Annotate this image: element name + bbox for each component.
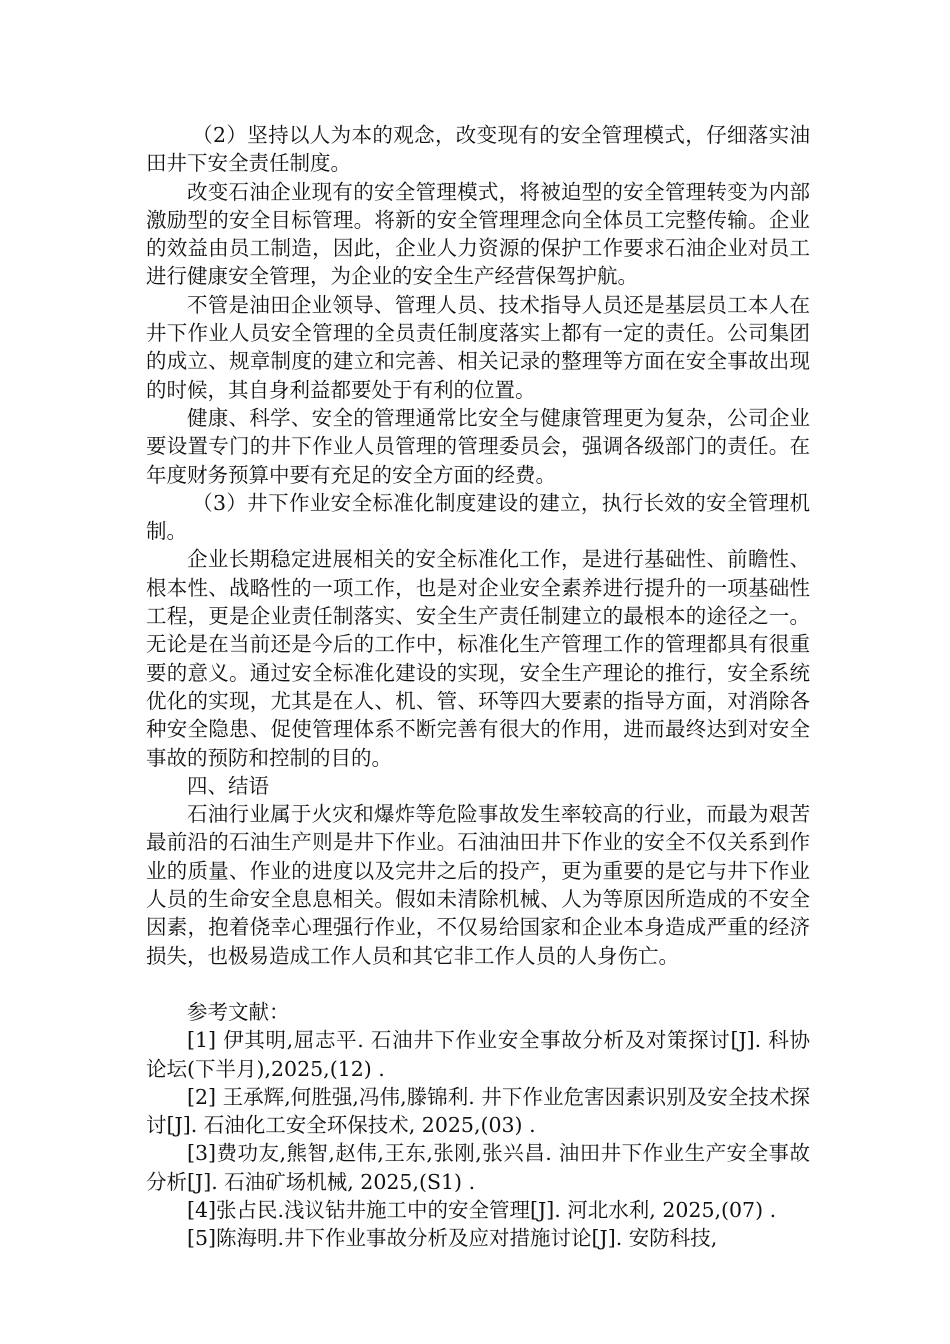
section-heading: 四、结语 bbox=[187, 773, 269, 798]
reference-item: [1] 伊其明,屈志平. 石油井下作业安全事故分析及对策探讨[J]. 科协论坛(下半月),2025,(12) . bbox=[146, 1028, 810, 1081]
paragraph: 不管是油田企业领导、管理人员、技术指导人员还是基层员工本人在井下作业人员安全管理的全员责任制度落实上都有一定的责任。公司集团的成立、规章制度的建立和完善、相关记录的整理等方面在安全事故出现的时候，其自身利益都要处于有利的位置。 bbox=[146, 292, 810, 402]
paragraph: 企业长期稳定进展相关的安全标准化工作，是进行基础性、前瞻性、根本性、战略性的一项工作，也是对企业安全素养进行提升的一项基础性工程，更是企业责任制落实、安全生产责任制建立的最根本的途径之一。无论是在当前还是今后的工作中，标准化生产管理工作的管理都具有很重要的意义。通过安全标准化建设的实现，安全生产理论的推行，安全系统优化的实现，尤其是在人、机、管、环等四大要素的指导方面，对消除各种安全隐患、促使管理体系不断完善有很大的作用，进而最终达到对安全事故的预防和控制的目的。 bbox=[146, 547, 810, 770]
document-page bbox=[146, 121, 810, 1253]
paragraph-item-3: （3）井下作业安全标准化制度建设的建立，执行长效的安全管理机制。 bbox=[146, 490, 810, 544]
reference-item: [2] 王承辉,何胜强,冯伟,滕锦利. 井下作业危害因素识别及安全技术探讨[J]. 石油化工安全环保技术, 2025,(03) . bbox=[146, 1084, 810, 1138]
paragraph: 改变石油企业现有的安全管理模式，将被迫型的安全管理转变为内部激励型的安全目标管理。将新的安全管理理念向全体员工完整传输。企业的效益由员工制造，因此，企业人力资源的保护工作要求石油企业对员工进行健康安全管理，为企业的安全生产经营保驾护航。 bbox=[146, 179, 810, 289]
paragraph-item-2: （2）坚持以人为本的观念，改变现有的安全管理模式，仔细落实油田井下安全责任制度。 bbox=[146, 123, 810, 176]
conclusion-paragraph: 石油行业属于火灾和爆炸等危险事故发生率较高的行业，而最为艰苦最前沿的石油生产则是井下作业。石油油田井下作业的安全不仅关系到作业的质量、作业的进度以及完井之后的投产，更为重要的是它与井下作业人员的生命安全息息相关。假如未清除机械、人为等原因所造成的不安全因素，抱着侥幸心理强行作业，不仅易给国家和企业本身造成严重的经济损失，也极易造成工作人员和其它非工作人员的人身伤亡。 bbox=[146, 802, 810, 968]
paragraph: 健康、科学、安全的管理通常比安全与健康管理更为复杂，公司企业要设置专门的井下作业人员管理的管理委员会，强调各级部门的责任。在年度财务预算中要有充足的安全方面的经费。 bbox=[146, 405, 810, 487]
reference-item: [5]陈海明.井下作业事故分析及应对措施讨论[J]. 安防科技, bbox=[187, 1226, 718, 1251]
reference-item: [3]费功友,熊智,赵伟,王东,张刚,张兴昌. 油田井下作业生产安全事故分析[J]. 石油矿场机械, 2025,(S1) . bbox=[146, 1141, 810, 1194]
references-title: 参考文献： bbox=[187, 999, 290, 1024]
reference-item: [4]张占民.浅议钻井施工中的安全管理[J]. 河北水利, 2025,(07) . bbox=[187, 1197, 777, 1222]
